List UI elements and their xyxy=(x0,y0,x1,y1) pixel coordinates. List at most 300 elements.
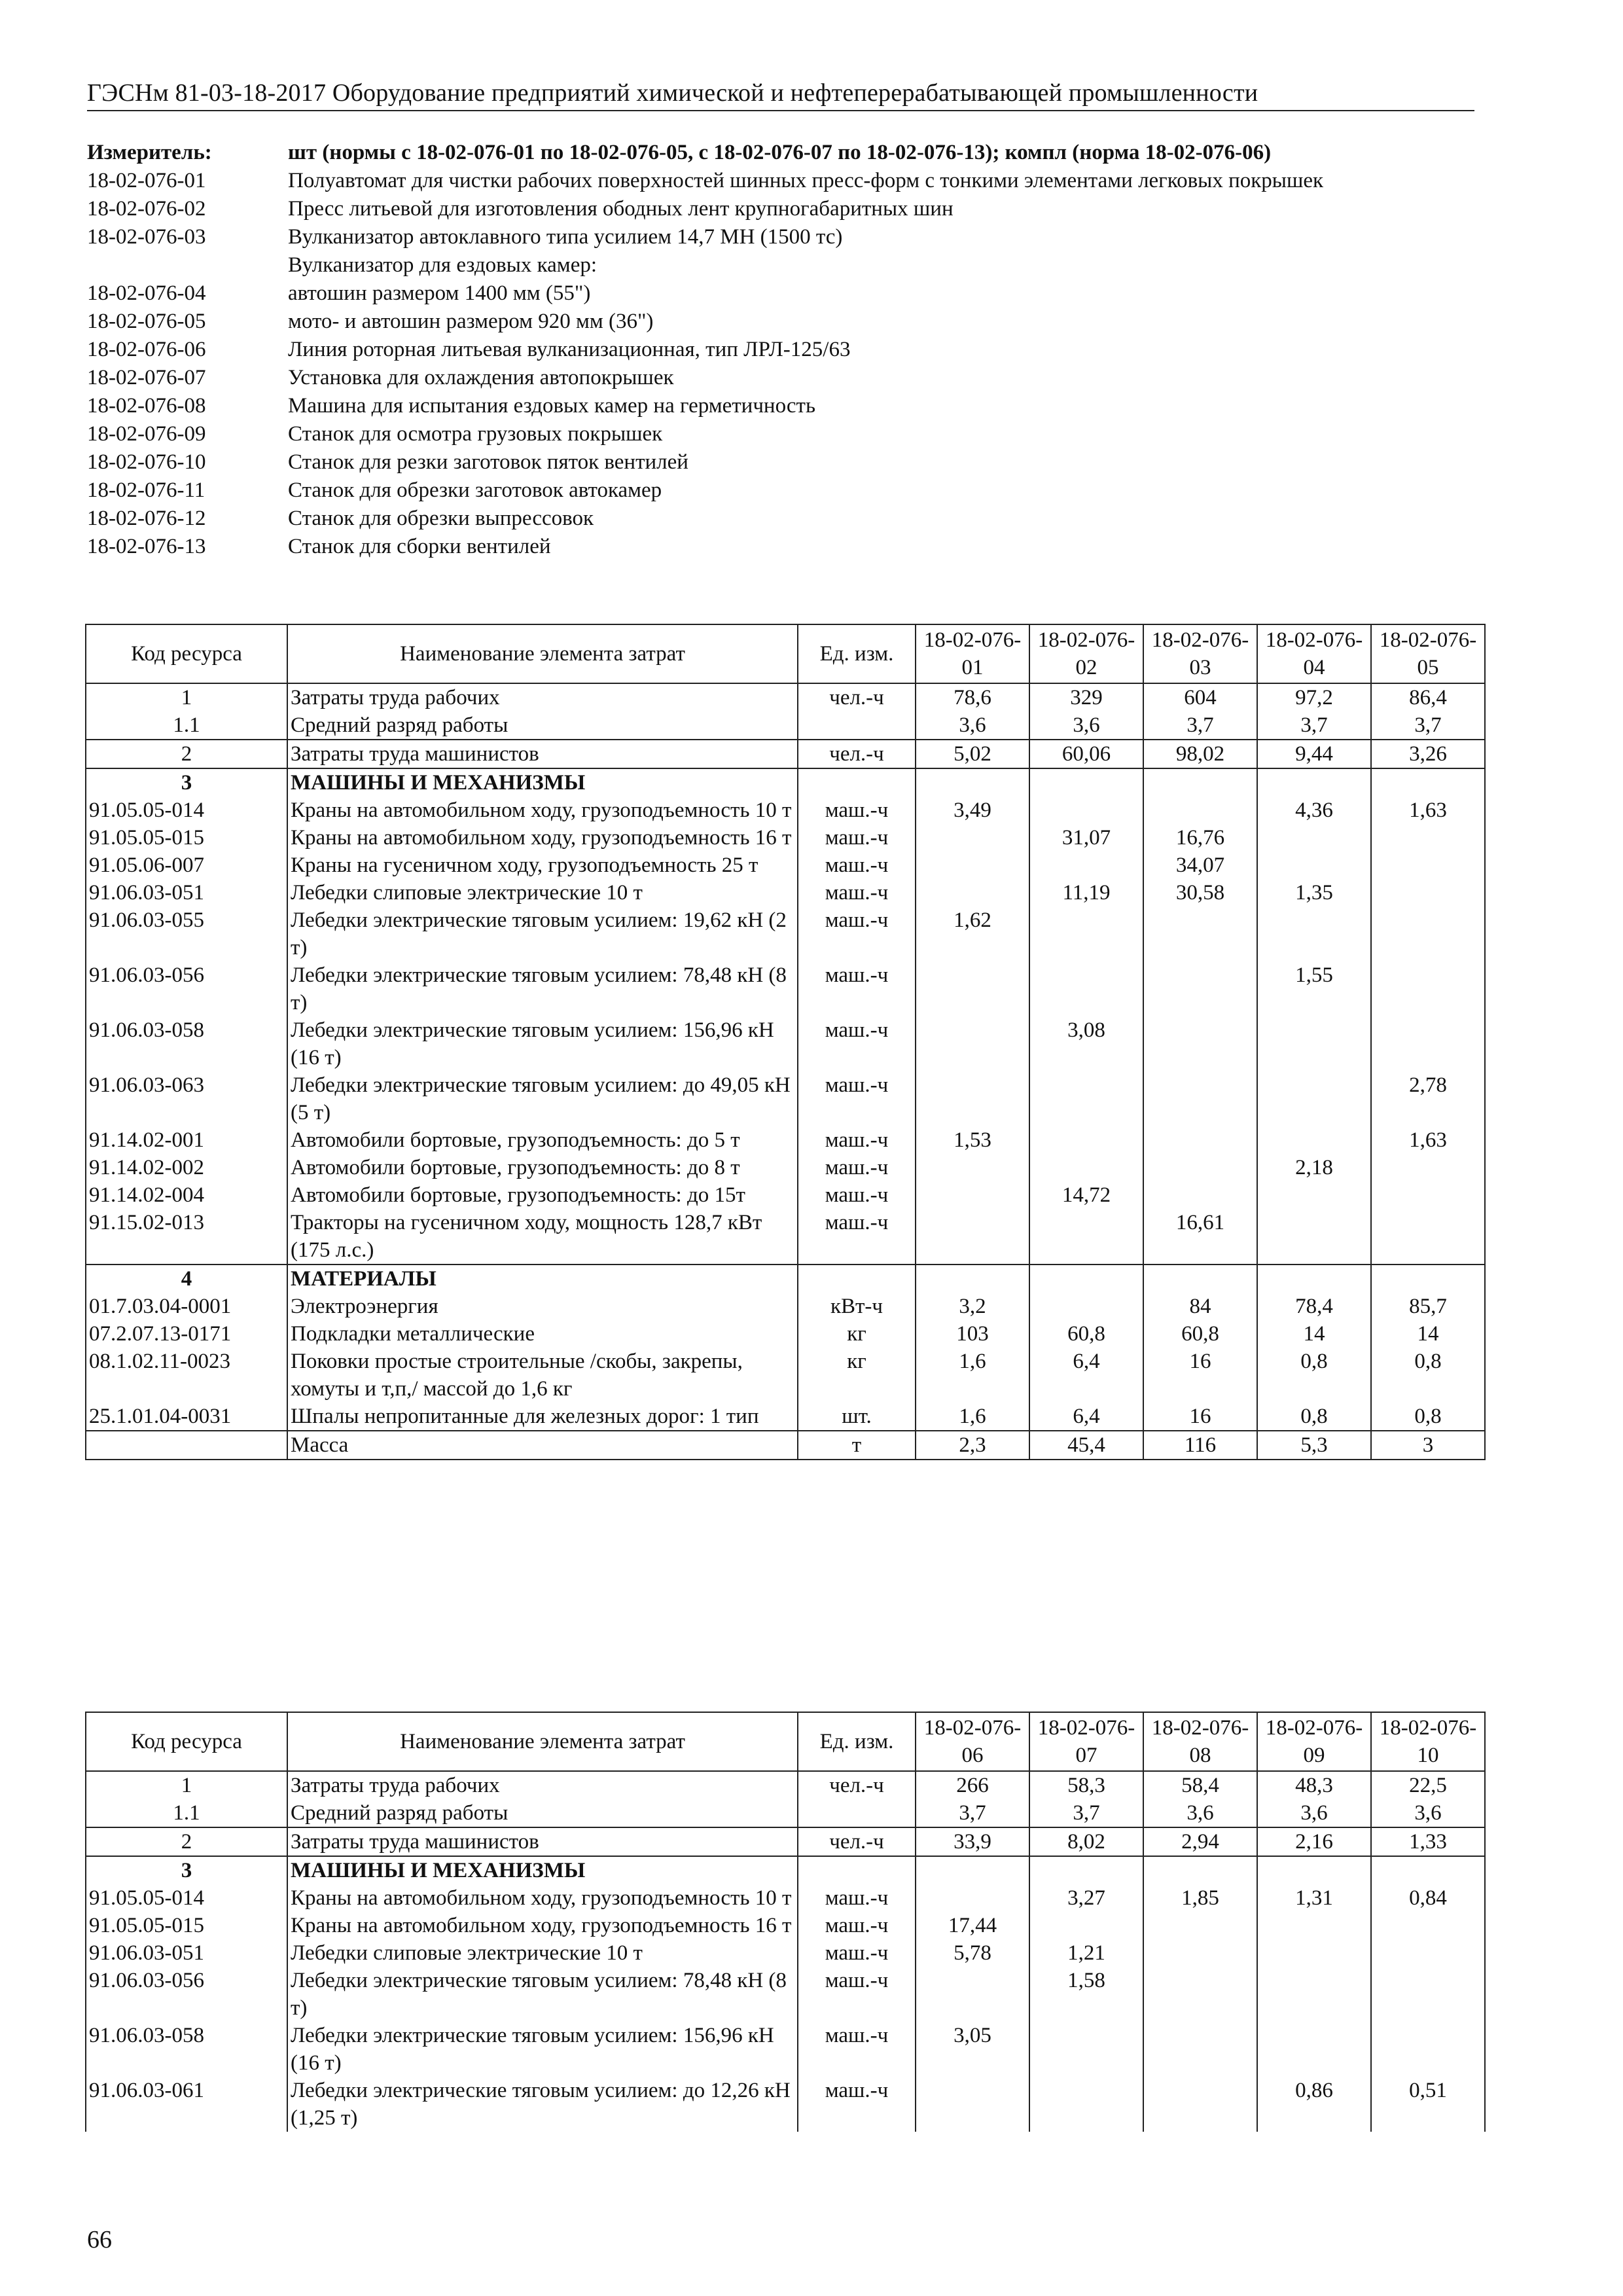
cell-name: Краны на автомобильном ходу, грузоподъемность 16 т xyxy=(287,1912,798,1939)
cell-value: 3,27 xyxy=(1029,1884,1143,1912)
cell-value xyxy=(1029,1265,1143,1293)
cell-value: 33,9 xyxy=(916,1827,1029,1856)
cell-code: 3 xyxy=(86,768,287,797)
table-header-row xyxy=(86,1712,1485,1771)
cell-value xyxy=(1371,1856,1485,1884)
cell-value: 14,72 xyxy=(1029,1181,1143,1209)
cell-name: Тракторы на гусеничном ходу, мощность 128,7 кВт (175 л.с.) xyxy=(287,1209,798,1265)
intro-item-text: автошин размером 1400 мм (55") xyxy=(288,281,591,305)
cell-value xyxy=(1257,906,1371,961)
cell-value: 97,2 xyxy=(1257,683,1371,711)
cell-unit: маш.-ч xyxy=(798,1071,916,1126)
intro-item-code: 18-02-076-04 xyxy=(87,281,206,305)
intro-item-text: Полуавтомат для чистки рабочих поверхностей шинных пресс-форм с тонкими элементами легковых покрышек xyxy=(288,169,1324,192)
table-row xyxy=(86,1771,1485,1799)
table-row xyxy=(86,2022,1485,2077)
cell-unit: маш.-ч xyxy=(798,1126,916,1154)
cell-value xyxy=(1029,2077,1143,2132)
cell-code: 91.06.03-058 xyxy=(86,1016,287,1071)
table-row xyxy=(86,879,1485,906)
table-row xyxy=(86,1799,1485,1827)
cell-value xyxy=(1257,1181,1371,1209)
cell-value xyxy=(1029,906,1143,961)
cell-value: 60,8 xyxy=(1143,1320,1257,1348)
intro-item xyxy=(87,195,1488,223)
cell-value xyxy=(1143,768,1257,797)
cell-value: 5,78 xyxy=(916,1939,1029,1967)
cell-value xyxy=(1371,768,1485,797)
cell-value: 5,3 xyxy=(1257,1431,1371,1460)
cell-value: 3,6 xyxy=(1029,711,1143,740)
cell-value: 9,44 xyxy=(1257,740,1371,768)
cell-unit xyxy=(798,711,916,740)
cell-unit xyxy=(798,1799,916,1827)
intro-item-text: Станок для резки заготовок пяток вентилей xyxy=(288,450,688,474)
cell-value: 0,84 xyxy=(1371,1884,1485,1912)
cell-value xyxy=(1371,1967,1485,2022)
cell-value xyxy=(916,2077,1029,2132)
cell-name: Подкладки металлические xyxy=(287,1320,798,1348)
cell-value xyxy=(1371,1181,1485,1209)
header-norm-code: 18-02-076-01 xyxy=(916,624,1029,683)
cell-name: Лебедки слиповые электрические 10 т xyxy=(287,879,798,906)
table-row xyxy=(86,797,1485,824)
cell-value: 16,76 xyxy=(1143,824,1257,852)
cell-name: МАШИНЫ И МЕХАНИЗМЫ xyxy=(287,768,798,797)
cell-value: 1,55 xyxy=(1257,961,1371,1016)
cell-name: Затраты труда машинистов xyxy=(287,1827,798,1856)
cell-value: 1,35 xyxy=(1257,879,1371,906)
cell-value: 8,02 xyxy=(1029,1827,1143,1856)
intro-item-text: Станок для обрезки выпрессовок xyxy=(288,507,594,530)
cell-value xyxy=(916,1884,1029,1912)
intro-item-text: Вулканизатор автоклавного типа усилием 14,7 МН (1500 тс) xyxy=(288,225,843,249)
cell-unit: маш.-ч xyxy=(798,961,916,1016)
cell-value xyxy=(1143,1126,1257,1154)
cell-value xyxy=(1143,2077,1257,2132)
header-code: Код ресурса xyxy=(86,1712,287,1771)
cell-code: 08.1.02.11-0023 xyxy=(86,1348,287,1403)
cell-value xyxy=(1029,1154,1143,1181)
intro-item-text: Станок для осмотра грузовых покрышек xyxy=(288,422,663,446)
cell-value: 6,4 xyxy=(1029,1403,1143,1431)
header-norm-code: 18-02-076-05 xyxy=(1371,624,1485,683)
cell-value xyxy=(1029,1126,1143,1154)
header-norm-code: 18-02-076-08 xyxy=(1143,1712,1257,1771)
cell-value: 3,6 xyxy=(1257,1799,1371,1827)
cell-value: 2,94 xyxy=(1143,1827,1257,1856)
cell-value: 11,19 xyxy=(1029,879,1143,906)
cell-value: 3,7 xyxy=(1257,711,1371,740)
cell-name: Краны на автомобильном ходу, грузоподъемность 10 т xyxy=(287,1884,798,1912)
intro-item-text: Линия роторная литьевая вулканизационная, тип ЛРЛ-125/63 xyxy=(288,338,851,361)
cell-value xyxy=(1143,1265,1257,1293)
cell-name: Лебедки электрические тяговым усилием: 78,48 кН (8 т) xyxy=(287,961,798,1016)
cell-value: 3,7 xyxy=(916,1799,1029,1827)
cell-value xyxy=(1371,961,1485,1016)
intro-item-text: Установка для охлаждения автопокрышек xyxy=(288,366,674,389)
cell-code: 91.06.03-061 xyxy=(86,2077,287,2132)
header-norm-code: 18-02-076-07 xyxy=(1029,1712,1143,1771)
cell-value: 48,3 xyxy=(1257,1771,1371,1799)
cell-code: 25.1.01.04-0031 xyxy=(86,1403,287,1431)
cell-unit: маш.-ч xyxy=(798,1154,916,1181)
cell-value: 0,86 xyxy=(1257,2077,1371,2132)
intro-item-text: мото- и автошин размером 920 мм (36") xyxy=(288,310,654,333)
cell-value: 5,02 xyxy=(916,740,1029,768)
cell-name: Электроэнергия xyxy=(287,1293,798,1320)
cell-code: 91.05.06-007 xyxy=(86,852,287,879)
cell-value xyxy=(1143,906,1257,961)
cell-unit xyxy=(798,768,916,797)
intro-item xyxy=(87,505,1488,533)
header-norm-code: 18-02-076-10 xyxy=(1371,1712,1485,1771)
intro-item-text: Станок для обрезки заготовок автокамер xyxy=(288,478,662,502)
table-row xyxy=(86,1154,1485,1181)
intro-items xyxy=(87,167,1488,561)
cell-code: 91.06.03-051 xyxy=(86,879,287,906)
table-row xyxy=(86,1967,1485,2022)
cell-code: 91.14.02-002 xyxy=(86,1154,287,1181)
cell-name: Шпалы непропитанные для железных дорог: 1 тип xyxy=(287,1403,798,1431)
header-norm-code: 18-02-076-02 xyxy=(1029,624,1143,683)
cell-unit: маш.-ч xyxy=(798,1016,916,1071)
cell-value: 329 xyxy=(1029,683,1143,711)
cell-value xyxy=(1143,1154,1257,1181)
intro-item xyxy=(87,251,1488,279)
cell-value: 16 xyxy=(1143,1403,1257,1431)
cell-code: 1 xyxy=(86,1771,287,1799)
cell-code: 91.06.03-058 xyxy=(86,2022,287,2077)
table-row xyxy=(86,1320,1485,1348)
header-norm-code: 18-02-076-03 xyxy=(1143,624,1257,683)
cell-value: 85,7 xyxy=(1371,1293,1485,1320)
cell-value xyxy=(916,961,1029,1016)
cell-value: 30,58 xyxy=(1143,879,1257,906)
cell-code: 91.05.05-014 xyxy=(86,797,287,824)
intro-item-code: 18-02-076-09 xyxy=(87,422,206,446)
cell-name: Автомобили бортовые, грузоподъемность: до 8 т xyxy=(287,1154,798,1181)
cell-name: Лебедки электрические тяговым усилием: 19,62 кН (2 т) xyxy=(287,906,798,961)
cell-unit: маш.-ч xyxy=(798,1181,916,1209)
cell-value xyxy=(1029,1293,1143,1320)
cell-value: 31,07 xyxy=(1029,824,1143,852)
cell-value xyxy=(1371,824,1485,852)
cell-unit: чел.-ч xyxy=(798,1771,916,1799)
section-row xyxy=(86,768,1485,797)
cell-value: 0,8 xyxy=(1257,1403,1371,1431)
intro-item xyxy=(87,448,1488,476)
cell-unit: маш.-ч xyxy=(798,906,916,961)
cell-value: 58,4 xyxy=(1143,1771,1257,1799)
cell-unit: чел.-ч xyxy=(798,683,916,711)
header-norm-code: 18-02-076-06 xyxy=(916,1712,1029,1771)
table-row xyxy=(86,1884,1485,1912)
cell-value: 116 xyxy=(1143,1431,1257,1460)
intro-item xyxy=(87,533,1488,561)
cell-value xyxy=(1371,1016,1485,1071)
cell-name: Краны на автомобильном ходу, грузоподъемность 10 т xyxy=(287,797,798,824)
cell-value xyxy=(1029,1856,1143,1884)
cell-value xyxy=(1029,768,1143,797)
cell-code: 2 xyxy=(86,1827,287,1856)
cell-value xyxy=(1371,852,1485,879)
cell-code: 91.15.02-013 xyxy=(86,1209,287,1265)
intro-item-code: 18-02-076-03 xyxy=(87,225,206,249)
cell-value: 14 xyxy=(1257,1320,1371,1348)
cell-code: 91.06.03-056 xyxy=(86,961,287,1016)
cell-name: Лебедки слиповые электрические 10 т xyxy=(287,1939,798,1967)
header-unit: Ед. изм. xyxy=(798,624,916,683)
cell-value: 1,33 xyxy=(1371,1827,1485,1856)
cell-value: 0,8 xyxy=(1257,1348,1371,1403)
table-row xyxy=(86,1016,1485,1071)
cell-value xyxy=(1371,1939,1485,1967)
cell-unit: маш.-ч xyxy=(798,1884,916,1912)
cell-value: 3,6 xyxy=(916,711,1029,740)
cell-value xyxy=(916,1856,1029,1884)
cell-code: 91.05.05-015 xyxy=(86,824,287,852)
cell-name: Краны на автомобильном ходу, грузоподъемность 16 т xyxy=(287,824,798,852)
table-row xyxy=(86,1293,1485,1320)
intro-item-code: 18-02-076-05 xyxy=(87,310,206,333)
cell-code: 1.1 xyxy=(86,1799,287,1827)
intro-item-text: Пресс литьевой для изготовления ободных лент крупногабаритных шин xyxy=(288,197,954,221)
cell-value: 17,44 xyxy=(916,1912,1029,1939)
cell-value: 1,85 xyxy=(1143,1884,1257,1912)
cell-value: 3,7 xyxy=(1143,711,1257,740)
cell-unit: шт. xyxy=(798,1403,916,1431)
cell-value: 0,51 xyxy=(1371,2077,1485,2132)
cell-value xyxy=(1257,852,1371,879)
cell-unit xyxy=(798,1265,916,1293)
cell-name: Затраты труда машинистов xyxy=(287,740,798,768)
cell-value: 3,26 xyxy=(1371,740,1485,768)
cell-code: 91.06.03-056 xyxy=(86,1967,287,2022)
cell-unit: маш.-ч xyxy=(798,824,916,852)
cell-value: 1,58 xyxy=(1029,1967,1143,2022)
cell-name: Лебедки электрические тяговым усилием: 156,96 кН (16 т) xyxy=(287,2022,798,2077)
table-row xyxy=(86,1209,1485,1265)
measure-label: Измеритель: xyxy=(87,141,212,164)
cell-value: 6,4 xyxy=(1029,1348,1143,1403)
cell-value: 1,21 xyxy=(1029,1939,1143,1967)
cell-value: 3,6 xyxy=(1143,1799,1257,1827)
cell-name: Лебедки электрические тяговым усилием: 156,96 кН (16 т) xyxy=(287,1016,798,1071)
cell-code: 91.06.03-063 xyxy=(86,1071,287,1126)
intro-block xyxy=(87,139,1488,561)
cell-value: 14 xyxy=(1371,1320,1485,1348)
cell-value xyxy=(916,1265,1029,1293)
cell-value: 58,3 xyxy=(1029,1771,1143,1799)
cell-value xyxy=(1257,1912,1371,1939)
table-row xyxy=(86,1939,1485,1967)
table-row xyxy=(86,906,1485,961)
intro-item-text: Машина для испытания ездовых камер на герметичность xyxy=(288,394,816,418)
cell-value xyxy=(916,1181,1029,1209)
intro-item-code: 18-02-076-10 xyxy=(87,450,206,474)
cell-value: 3,7 xyxy=(1029,1799,1143,1827)
cell-value xyxy=(1257,1016,1371,1071)
cell-name: Средний разряд работы xyxy=(287,711,798,740)
cell-name: Автомобили бортовые, грузоподъемность: до 15т xyxy=(287,1181,798,1209)
cell-value xyxy=(1257,1967,1371,2022)
cell-value xyxy=(1029,1912,1143,1939)
table-row xyxy=(86,1126,1485,1154)
cell-value: 0,8 xyxy=(1371,1403,1485,1431)
cell-name: Средний разряд работы xyxy=(287,1799,798,1827)
intro-item-code: 18-02-076-13 xyxy=(87,535,206,558)
cell-value: 2,3 xyxy=(916,1431,1029,1460)
table-row xyxy=(86,1181,1485,1209)
cell-name: МАШИНЫ И МЕХАНИЗМЫ xyxy=(287,1856,798,1884)
cell-name: Лебедки электрические тяговым усилием: до 12,26 кН (1,25 т) xyxy=(287,2077,798,2132)
cell-name: Лебедки электрические тяговым усилием: 78,48 кН (8 т) xyxy=(287,1967,798,2022)
cell-value xyxy=(1029,1071,1143,1126)
cell-value: 84 xyxy=(1143,1293,1257,1320)
cell-value xyxy=(916,824,1029,852)
cell-value xyxy=(916,768,1029,797)
cell-value: 1,63 xyxy=(1371,1126,1485,1154)
table-row xyxy=(86,683,1485,711)
cell-value xyxy=(1257,2022,1371,2077)
header-name: Наименование элемента затрат xyxy=(287,1712,798,1771)
cell-code: 1 xyxy=(86,683,287,711)
cell-value xyxy=(1257,1209,1371,1265)
cell-value: 1,63 xyxy=(1371,797,1485,824)
cell-value: 2,18 xyxy=(1257,1154,1371,1181)
cell-value: 1,6 xyxy=(916,1348,1029,1403)
cell-value: 86,4 xyxy=(1371,683,1485,711)
cell-value: 3,08 xyxy=(1029,1016,1143,1071)
cell-value xyxy=(1371,906,1485,961)
cell-value xyxy=(916,1071,1029,1126)
cell-value xyxy=(1143,797,1257,824)
cell-code xyxy=(86,1431,287,1460)
table-row xyxy=(86,2077,1485,2132)
cell-value xyxy=(916,852,1029,879)
cell-unit: кг xyxy=(798,1348,916,1403)
cell-value: 16,61 xyxy=(1143,1209,1257,1265)
cell-value: 604 xyxy=(1143,683,1257,711)
cell-name: Затраты труда рабочих xyxy=(287,1771,798,1799)
cell-value: 2,78 xyxy=(1371,1071,1485,1126)
cell-value xyxy=(1371,1154,1485,1181)
cell-value: 3,6 xyxy=(1371,1799,1485,1827)
cell-value: 60,8 xyxy=(1029,1320,1143,1348)
cell-value: 1,6 xyxy=(916,1403,1029,1431)
cell-code: 91.14.02-004 xyxy=(86,1181,287,1209)
cell-value xyxy=(1143,1181,1257,1209)
section-row xyxy=(86,1856,1485,1884)
cell-value xyxy=(916,1154,1029,1181)
cell-unit: маш.-ч xyxy=(798,1912,916,1939)
cell-unit: т xyxy=(798,1431,916,1460)
cell-value: 1,62 xyxy=(916,906,1029,961)
cell-value xyxy=(1257,1856,1371,1884)
cell-unit: кВт-ч xyxy=(798,1293,916,1320)
intro-item-code: 18-02-076-08 xyxy=(87,394,206,418)
measure-text: шт (нормы с 18-02-076-01 по 18-02-076-05, с 18-02-076-07 по 18-02-076-13); компл (норма 18-02-076-06) xyxy=(288,141,1272,164)
page-number: 66 xyxy=(87,2226,112,2253)
table-row xyxy=(86,852,1485,879)
cell-name: Автомобили бортовые, грузоподъемность: до 5 т xyxy=(287,1126,798,1154)
cell-code: 2 xyxy=(86,740,287,768)
cell-value: 2,16 xyxy=(1257,1827,1371,1856)
table-row xyxy=(86,740,1485,768)
cell-value xyxy=(1143,1071,1257,1126)
cell-value: 78,4 xyxy=(1257,1293,1371,1320)
cell-value: 1,53 xyxy=(916,1126,1029,1154)
cell-value xyxy=(916,1209,1029,1265)
cell-value: 3 xyxy=(1371,1431,1485,1460)
cell-value xyxy=(1257,768,1371,797)
cell-value xyxy=(1371,1209,1485,1265)
cell-unit: маш.-ч xyxy=(798,2022,916,2077)
intro-item-code: 18-02-076-02 xyxy=(87,197,206,221)
cell-code: 1.1 xyxy=(86,711,287,740)
cell-unit: маш.-ч xyxy=(798,1939,916,1967)
cell-code: 3 xyxy=(86,1856,287,1884)
cell-value: 22,5 xyxy=(1371,1771,1485,1799)
table-row xyxy=(86,1403,1485,1431)
table-row xyxy=(86,1827,1485,1856)
header-norm-code: 18-02-076-04 xyxy=(1257,624,1371,683)
table-row xyxy=(86,1431,1485,1460)
cell-unit: чел.-ч xyxy=(798,740,916,768)
header-unit: Ед. изм. xyxy=(798,1712,916,1771)
cell-value xyxy=(1257,1126,1371,1154)
cell-unit: маш.-ч xyxy=(798,1967,916,2022)
cell-value xyxy=(1029,797,1143,824)
cell-name: Краны на гусеничном ходу, грузоподъемность 25 т xyxy=(287,852,798,879)
cell-value xyxy=(1257,1265,1371,1293)
cell-value: 4,36 xyxy=(1257,797,1371,824)
norm-table-2 xyxy=(85,1712,1486,2132)
cell-name: МАТЕРИАЛЫ xyxy=(287,1265,798,1293)
intro-item xyxy=(87,308,1488,336)
intro-item-code: 18-02-076-07 xyxy=(87,366,206,389)
cell-value xyxy=(1143,1912,1257,1939)
cell-value: 98,02 xyxy=(1143,740,1257,768)
cell-value xyxy=(916,1016,1029,1071)
cell-code: 91.06.03-055 xyxy=(86,906,287,961)
cell-value xyxy=(1029,852,1143,879)
cell-value: 3,49 xyxy=(916,797,1029,824)
intro-item xyxy=(87,336,1488,364)
cell-value: 45,4 xyxy=(1029,1431,1143,1460)
measure-row xyxy=(87,139,1488,167)
cell-value: 16 xyxy=(1143,1348,1257,1403)
cell-value xyxy=(1371,1265,1485,1293)
cell-value xyxy=(1371,879,1485,906)
cell-value: 60,06 xyxy=(1029,740,1143,768)
intro-item-code: 18-02-076-12 xyxy=(87,507,206,530)
table-row xyxy=(86,824,1485,852)
cell-value: 3,05 xyxy=(916,2022,1029,2077)
cell-code: 01.7.03.04-0001 xyxy=(86,1293,287,1320)
cell-value: 266 xyxy=(916,1771,1029,1799)
cell-value xyxy=(1029,2022,1143,2077)
intro-item-text: Станок для сборки вентилей xyxy=(288,535,551,558)
cell-value: 1,31 xyxy=(1257,1884,1371,1912)
cell-unit: маш.-ч xyxy=(798,879,916,906)
intro-item-text: Вулканизатор для ездовых камер: xyxy=(288,253,597,277)
table-row xyxy=(86,1348,1485,1403)
page-header: ГЭСНм 81-03-18-2017 Оборудование предприятий химической и нефтеперерабатывающей промышленности xyxy=(87,77,1474,111)
cell-code: 4 xyxy=(86,1265,287,1293)
intro-item-code: 18-02-076-01 xyxy=(87,169,206,192)
